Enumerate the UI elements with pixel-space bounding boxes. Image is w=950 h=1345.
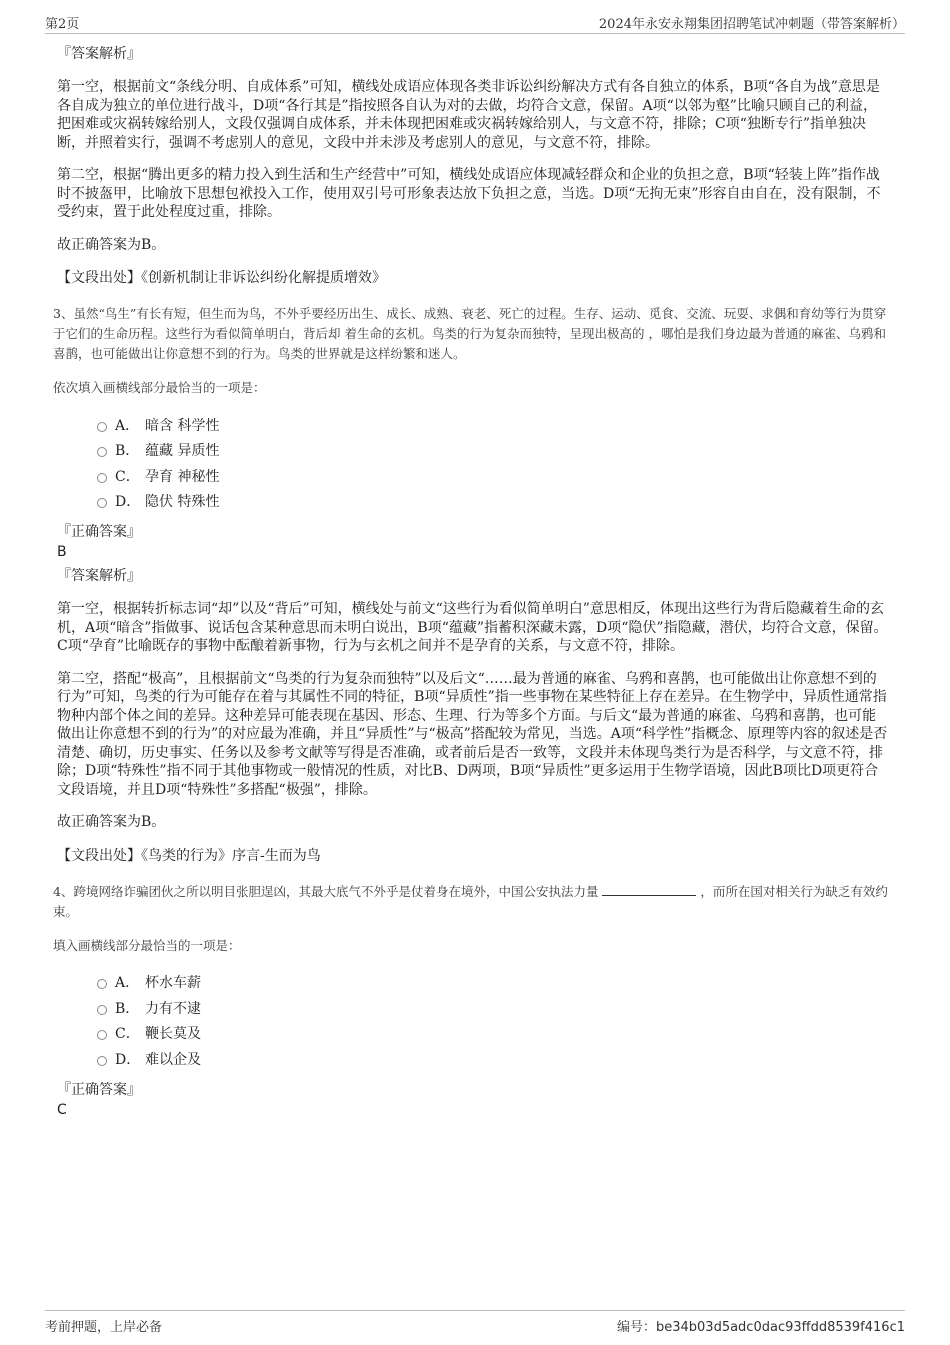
q2-conclusion: 故正确答案为B。	[57, 236, 166, 253]
q4-question-text	[53, 882, 888, 922]
option-text: 孕育 神秘性	[145, 468, 220, 485]
q4-prompt: 填入画横线部分最恰当的一项是：	[53, 937, 241, 953]
q3-option-d[interactable]	[97, 489, 888, 515]
option-letter: C．	[115, 468, 140, 485]
option-text: 力有不逮	[145, 1000, 201, 1017]
radio-icon[interactable]	[97, 1030, 107, 1040]
footer-code	[617, 1316, 905, 1335]
q3-option-b[interactable]	[97, 438, 888, 464]
q3-question-text: 3、虽然“鸟生”有长有短，但生而为鸟，不外乎要经历出生、成长、成熟、衰老、死亡的过程。生存、运动、觅食、交流、玩耍、求偶和育幼等行为贯穿于它们的生命历程。这些行为看似简单明白，背后却 着生命的玄机。鸟类的行为复杂而独特，呈现出极高的 ，哪怕是我们身边最为普通的麻雀、乌鸦和喜鹊，也可能做出让你意想不到的行为。鸟类的世界就是这样纷繁和迷人。	[53, 306, 887, 361]
option-letter: D．	[115, 1051, 141, 1068]
radio-icon[interactable]	[97, 473, 107, 483]
q4-answer-label: 『正确答案』	[57, 1081, 141, 1098]
q2-analysis-label: 『答案解析』	[57, 46, 141, 62]
q4-blank	[602, 883, 696, 896]
q3-options	[97, 412, 888, 514]
option-text: 难以企及	[145, 1051, 201, 1068]
footer-code-value: be34b03d5adc0dac93ffdd8539f416c1	[655, 1320, 905, 1335]
q4-answer: C	[57, 1101, 67, 1118]
option-letter: A．	[115, 975, 140, 992]
option-letter: A．	[115, 417, 140, 434]
radio-icon[interactable]	[97, 422, 107, 432]
document-title: 2024年永安永翔集团招聘笔试冲刺题（带答案解析）	[598, 17, 905, 32]
page-content	[53, 44, 888, 1124]
q3-prompt: 依次填入画横线部分最恰当的一项是：	[53, 380, 266, 395]
option-letter: D．	[115, 494, 141, 511]
radio-icon[interactable]	[97, 498, 107, 508]
q2-analysis-paragraph-2: 第二空，根据“腾出更多的精力投入到生活和生产经营中”可知，横线处成语应体现减轻群众和企业的负担之意，B项“轻装上阵”指作战时不披盔甲，比喻放下思想包袱投入工作，使用双引号可形象表达放下负担之意，当选。D项“无拘无束”形容自由自在，没有限制，不受约束，置于此处程度过重，排除。	[57, 167, 881, 220]
q4-text-after: ，而所在国对相关行为缺乏有效约束。	[53, 883, 888, 919]
option-text: 蕴藏 异质性	[145, 443, 220, 460]
radio-icon[interactable]	[97, 1056, 107, 1066]
option-letter: B．	[115, 443, 140, 460]
q4-option-d[interactable]	[97, 1046, 888, 1072]
q4-option-b[interactable]	[97, 995, 888, 1021]
option-text: 鞭长莫及	[145, 1026, 201, 1043]
radio-icon[interactable]	[97, 1005, 107, 1015]
page-footer	[45, 1310, 905, 1337]
page-number: 第2页	[45, 17, 80, 32]
q3-answer-label: 『正确答案』	[57, 524, 141, 540]
q3-conclusion: 故正确答案为B。	[57, 814, 166, 830]
q3-source: 【文段出处】《鸟类的行为》序言-生而为鸟	[57, 847, 321, 864]
q3-answer: B	[57, 544, 67, 560]
q3-analysis-label: 『答案解析』	[57, 568, 141, 584]
q3-option-a[interactable]	[97, 412, 888, 438]
q4-text-before: 4、跨境网络诈骗团伙之所以明目张胆逞凶，其最大底气不外乎是仗着身在境外，中国公安执法力量	[53, 883, 603, 899]
option-text: 暗含 科学性	[145, 417, 220, 434]
option-letter: C．	[115, 1026, 140, 1043]
radio-icon[interactable]	[97, 447, 107, 457]
footer-code-label: 编号：	[616, 1320, 656, 1335]
q2-analysis-paragraph-1: 第一空，根据前文“条线分明、自成体系”可知，横线处成语应体现各类非诉讼纠纷解决方式有各自独立的体系，B项“各自为战”意思是各自成为独立的单位进行战斗，D项“各行其是”指按照各自认为对的去做，均符合文意，保留。A项“以邻为壑”比喻只顾自己的利益，把困难或灾祸转嫁给别人，文段仅强调自成体系，并未体现把困难或灾祸转嫁给别人，与文意不符，排除；C项“独断专行”指单独决断，并照着实行，强调不考虑别人的意见，文段中并未涉及考虑别人的意见，与文意不符，排除。	[57, 79, 880, 151]
q3-option-c[interactable]	[97, 463, 888, 489]
q3-analysis-paragraph-2: 第二空，搭配“极高”，且根据前文“鸟类的行为复杂而独特”以及后文“……最为普通的麻雀、乌鸦和喜鹊，也可能做出让你意想不到的行为”可知，鸟类的行为可能存在着与其属性不同的特征，B项“异质性”指一些事物在某些特征上存在差异。在生物学中，异质性通常指物种内部个体之间的差异。这种差异可能表现在基因、形态、生理、行为等多个方面。与后文“最为普通的麻雀、乌鸦和喜鹊，也可能做出让你意想不到的行为”的对应最为准确，并且“异质性”与“极高”搭配较为常见，当选。A项“科学性”指概念、原理等内容的叙述是否清楚、确切，历史事实、任务以及参考文献等写得是否准确，或者前后是否一致等，文段并未体现鸟类行为是否科学，与文意不符，排除；D项“特殊性”指不同于其他事物或一般情况的性质，对比B、D两项，B项“异质性”更多运用于生物学语境，因此B项比D项更符合文段语境，并且D项“特殊性”多搭配“极强”，排除。	[57, 670, 888, 798]
q4-option-c[interactable]	[97, 1021, 888, 1047]
footer-motto: 考前押题，上岸必备	[45, 1320, 163, 1335]
page-header	[45, 13, 905, 34]
option-letter: B．	[115, 1000, 140, 1017]
q3-analysis-paragraph-1: 第一空，根据转折标志词“却”以及“背后”可知，横线处与前文“这些行为看似简单明白”意思相反，体现出这些行为背后隐藏着生命的玄机，A项“暗含”指做事、说话包含某种意思而未明白说出，B项“蕴藏”指蓄积深藏未露，D项“隐伏”指隐藏，潜伏，均符合文意，保留。C项“孕育”比喻既存的事物中酝酿着新事物，行为与玄机之间并不是孕育的关系，与文意不符，排除。	[57, 601, 888, 654]
q2-source: 【文段出处】《创新机制让非诉讼纠纷化解提质增效》	[57, 270, 386, 286]
q4-options	[97, 970, 888, 1072]
radio-icon[interactable]	[97, 979, 107, 989]
option-text: 隐伏 特殊性	[145, 494, 220, 511]
option-text: 杯水车薪	[145, 975, 201, 992]
q4-option-a[interactable]	[97, 970, 888, 996]
